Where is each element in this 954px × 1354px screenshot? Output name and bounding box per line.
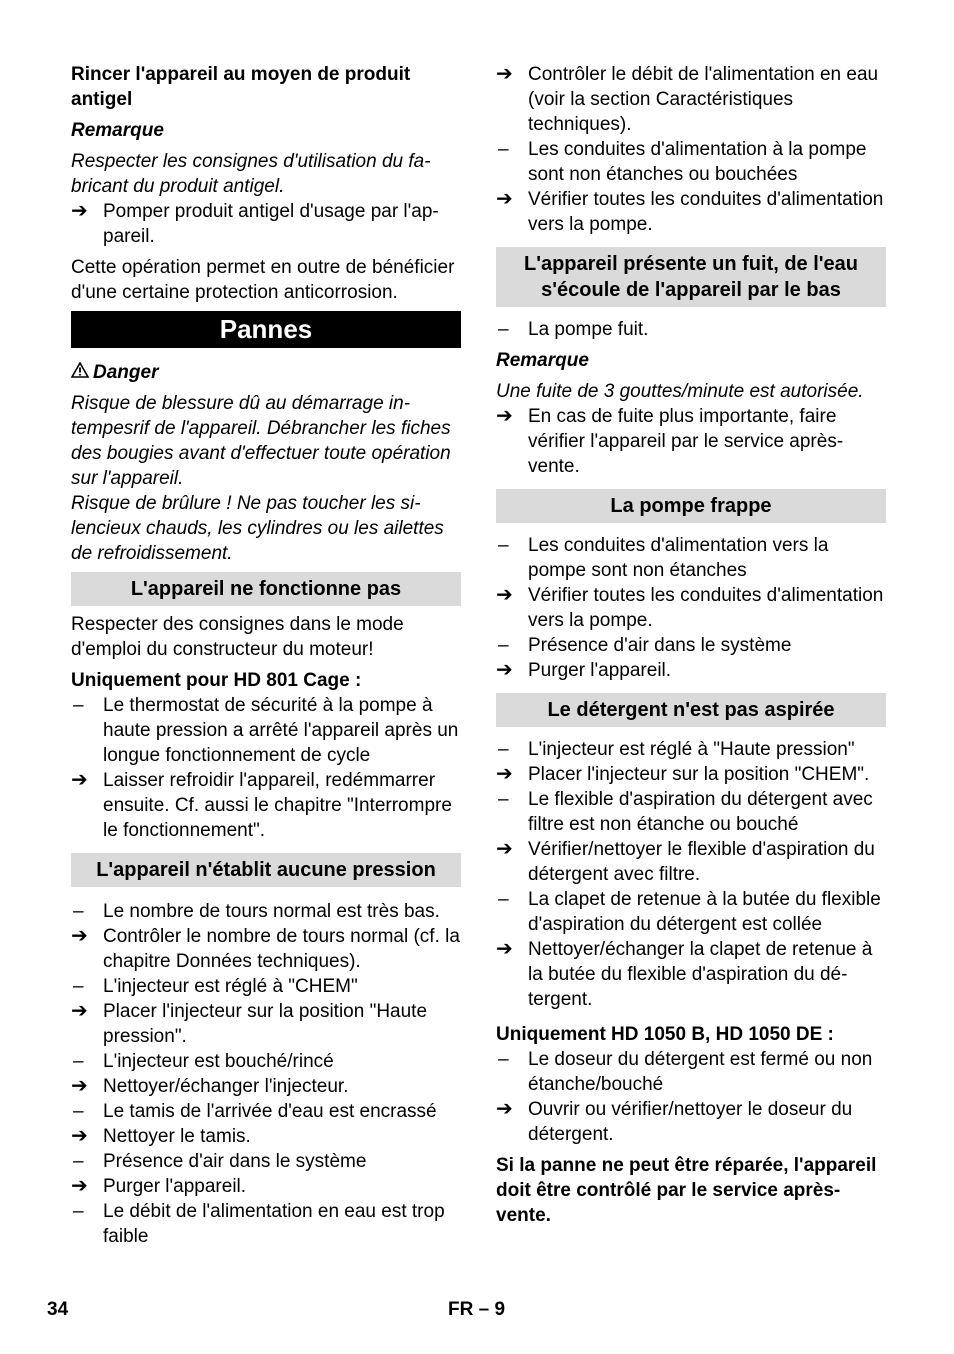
arrow-icon: ➔ xyxy=(496,405,513,427)
final-note: Si la panne ne peut être réparée, l'appareil doit être contrôlé par le service après-vente. xyxy=(496,1155,877,1226)
warning-triangle-icon xyxy=(71,360,93,385)
arrow-icon: ➔ xyxy=(496,838,513,860)
list-item: – Le débit de l'alimentation en eau est trop faible xyxy=(73,1201,445,1247)
note-text: Une fuite de 3 gouttes/minute est autorisée. xyxy=(496,381,864,402)
section-bar: L'appareil ne fonctionne pas xyxy=(71,572,461,606)
danger-text: Risque de blessure dû au démarrage intempesrif de l'appareil. Débrancher les fiches des bougies avant d'effectuer toute opération sur l'appareil. xyxy=(71,393,451,489)
list-item: – Présence d'air dans le système xyxy=(73,1151,367,1172)
model-heading: Uniquement HD 1050 B, HD 1050 DE : xyxy=(496,1024,834,1045)
list-item: – Le nombre de tours normal est très bas. xyxy=(73,901,440,922)
arrow-icon: ➔ xyxy=(71,1000,88,1022)
list-item: ➔ Purger l'appareil. xyxy=(71,1175,247,1197)
section-bar: L'appareil n'établit aucune pression xyxy=(71,853,461,887)
arrow-icon: ➔ xyxy=(71,200,88,222)
list-item: – Présence d'air dans le système xyxy=(498,635,792,656)
note-label: Remarque xyxy=(71,120,164,141)
right-column xyxy=(496,62,886,1228)
note-text: Respecter les consignes d'utilisation du fabricant du produit antigel. xyxy=(71,151,431,197)
list-item: ➔ En cas de fuite plus importante, faire vérifier l'appareil par le service après-vente. xyxy=(496,405,844,477)
list-item: – Le tamis de l'arrivée d'eau est encrassé xyxy=(73,1101,437,1122)
arrow-icon: ➔ xyxy=(496,1098,513,1120)
list-item: ➔ Vérifier toutes les conduites d'alimentation vers la pompe. xyxy=(496,584,884,631)
motor-paragraph: Respecter des consignes dans le mode d'emploi du constructeur du moteur! xyxy=(71,614,404,660)
list-item: – L'injecteur est bouché/rincé xyxy=(73,1051,334,1072)
page-label: FR – 9 xyxy=(448,1299,506,1320)
note-label: Remarque xyxy=(496,350,589,371)
list-item: ➔ Nettoyer/échanger l'injecteur. xyxy=(71,1075,349,1097)
arrow-icon: ➔ xyxy=(496,763,513,785)
danger-heading: Danger xyxy=(71,360,461,385)
list-item: ➔ Vérifier toutes les conduites d'alimentation vers la pompe. xyxy=(496,188,884,235)
rinse-heading: Rincer l'appareil au moyen de produit antigel xyxy=(71,64,411,110)
arrow-icon: ➔ xyxy=(71,925,88,947)
list-item: – Le doseur du détergent est fermé ou non étanche/bouché xyxy=(498,1049,873,1095)
list-item: – L'injecteur est réglé à "CHEM" xyxy=(73,976,358,997)
list-item: – Les conduites d'alimentation vers la pompe sont non étanches xyxy=(498,535,829,581)
list-item: ➔ Contrôler le débit de l'alimentation en eau (voir la section Caractéristiques techniques). xyxy=(496,63,879,135)
list-item: ➔ Contrôler le nombre de tours normal (cf. la chapitre Données techniques). xyxy=(71,925,460,972)
section-bar: L'appareil présente un fuit, de l'eau s'écoule de l'appareil par le bas xyxy=(496,247,886,307)
list-item: ➔ Placer l'injecteur sur la position "Haute pression". xyxy=(71,1000,428,1047)
arrow-icon: ➔ xyxy=(496,63,513,85)
list-item: – La clapet de retenue à la butée du flexible d'aspiration du détergent est collée xyxy=(498,889,881,935)
list-item: ➔ Vérifier/nettoyer le flexible d'aspiration du détergent avec filtre. xyxy=(496,838,875,885)
arrow-icon: ➔ xyxy=(71,1125,88,1147)
arrow-icon: ➔ xyxy=(71,1075,88,1097)
list-item: ➔ Pomper produit antigel d'usage par l'appareil. xyxy=(71,200,439,247)
arrow-icon: ➔ xyxy=(496,188,513,210)
page-number: 34 xyxy=(47,1299,69,1320)
danger-text: Risque de brûlure ! Ne pas toucher les silencieux chauds, les cylindres ou les ailettes de refroidissement. xyxy=(71,493,444,564)
list-item: – Le flexible d'aspiration du détergent avec filtre est non étanche ou bouché xyxy=(498,789,873,835)
left-column xyxy=(71,62,461,1249)
section-bar: Le détergent n'est pas aspirée xyxy=(496,693,886,727)
list-item: ➔ Placer l'injecteur sur la position "CHEM". xyxy=(496,763,870,785)
section-bar: La pompe frappe xyxy=(496,489,886,523)
rinse-paragraph: Cette opération permet en outre de bénéficier d'une certaine protection anticorrosion. xyxy=(71,257,455,303)
arrow-icon: ➔ xyxy=(496,584,513,606)
list-item: ➔ Laisser refroidir l'appareil, redémmarrer ensuite. Cf. aussi le chapitre "Interrompre le fonctionnement". xyxy=(71,769,452,841)
list-item: ➔ Nettoyer le tamis. xyxy=(71,1125,251,1147)
list-item: ➔ Nettoyer/échanger la clapet de retenue à la butée du flexible d'aspiration du détergent. xyxy=(496,938,873,1010)
list-item: ➔ Purger l'appareil. xyxy=(496,659,672,681)
arrow-icon: ➔ xyxy=(496,938,513,960)
list-item: – Le thermostat de sécurité à la pompe à haute pression a arrêté l'appareil après un longue fonctionnement de cycle xyxy=(73,695,459,766)
list-item: – L'injecteur est réglé à "Haute pression" xyxy=(498,739,855,760)
arrow-icon: ➔ xyxy=(71,769,88,791)
section-title: Pannes xyxy=(71,311,461,348)
list-item: – La pompe fuit. xyxy=(498,319,649,340)
list-item: ➔ Ouvrir ou vérifier/nettoyer le doseur du détergent. xyxy=(496,1098,853,1145)
model-heading: Uniquement pour HD 801 Cage : xyxy=(71,670,362,691)
arrow-icon: ➔ xyxy=(71,1175,88,1197)
arrow-icon: ➔ xyxy=(496,659,513,681)
list-item: – Les conduites d'alimentation à la pompe sont non étanches ou bouchées xyxy=(498,139,867,185)
